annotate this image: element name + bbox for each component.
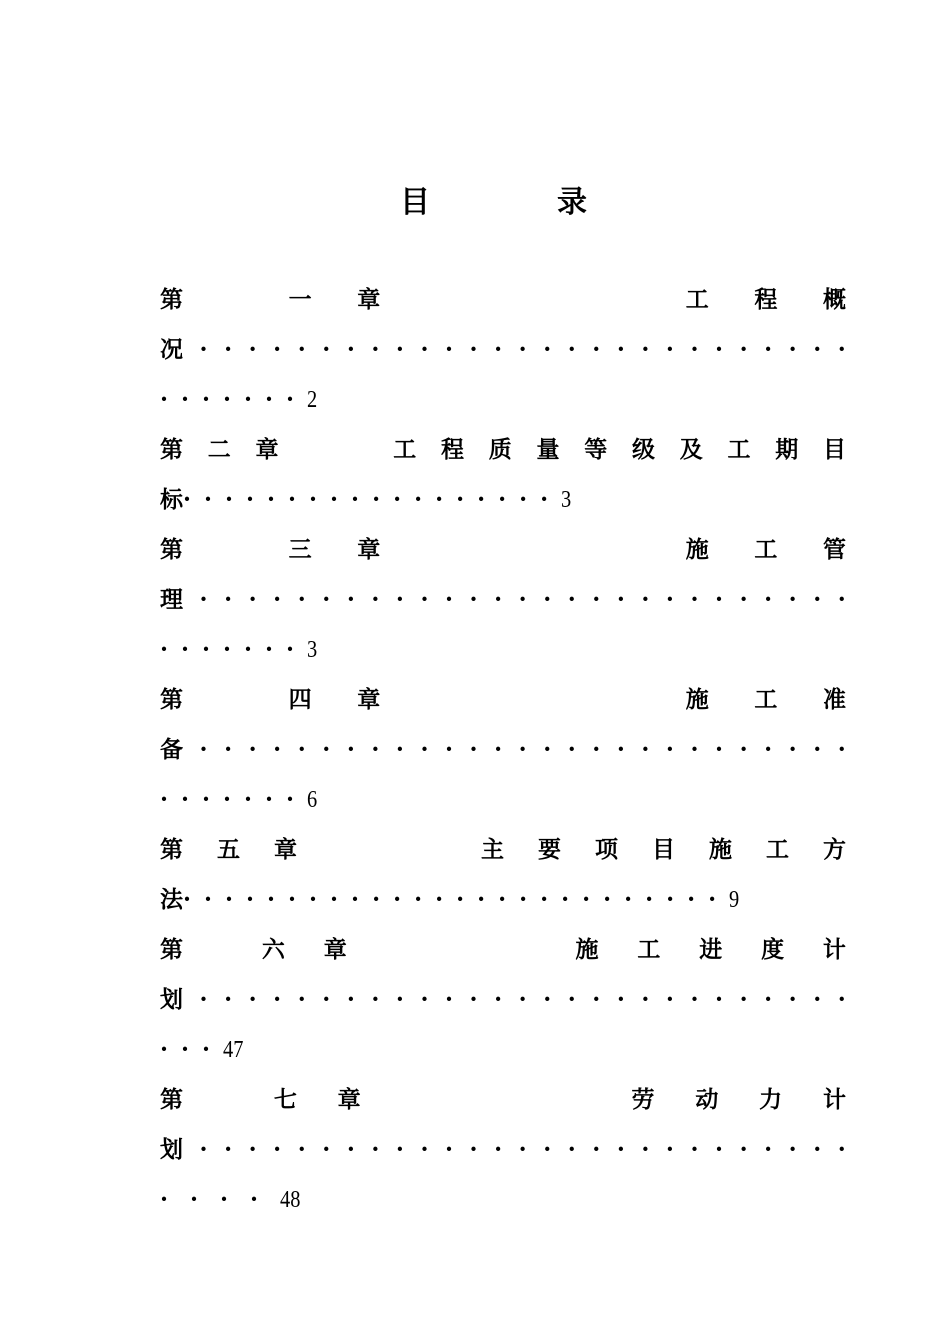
page-number: 3 xyxy=(307,637,318,663)
chapter-title-char: 主 xyxy=(481,836,504,863)
chapter-label-char: 三 xyxy=(288,536,312,563)
chapter-title-char: 备 xyxy=(160,736,183,763)
dot-leader: ···· xyxy=(160,1186,281,1213)
toc-entry-6-heading[interactable] xyxy=(160,925,846,975)
dot-leader: ······· xyxy=(160,786,308,813)
chapter-label-char: 章 xyxy=(274,836,297,863)
chapter-label-char: 一 xyxy=(288,286,312,313)
toc-entry-7-heading[interactable] xyxy=(160,1075,846,1125)
dot-leader: ··· xyxy=(160,1036,224,1063)
chapter-title-char: 工 xyxy=(766,836,789,863)
chapter-title-char: 法 xyxy=(160,886,183,913)
chapter-title-char: 力 xyxy=(759,1086,783,1113)
dot-leader: ·················· xyxy=(183,486,562,513)
chapter-label-char: 章 xyxy=(323,936,347,963)
page-number: 47 xyxy=(223,1037,244,1063)
chapter-title-char: 等 xyxy=(584,436,608,463)
chapter-title-char: 划 xyxy=(160,986,183,1013)
chapter-label-char: 章 xyxy=(357,536,381,563)
chapter-title-char: 计 xyxy=(822,936,846,963)
chapter-title-char: 工 xyxy=(393,436,417,463)
chapter-title-char: 项 xyxy=(595,836,618,863)
toc-title-char-1: 目 xyxy=(400,185,430,220)
chapter-title-char: 标 xyxy=(160,486,183,513)
toc-title-char-2: 录 xyxy=(557,185,587,220)
chapter-label-char: 第 xyxy=(160,1086,183,1113)
chapter-title-char: 目 xyxy=(652,836,675,863)
chapter-title-char: 期 xyxy=(775,436,799,463)
toc-entry-1-page-line xyxy=(160,375,846,425)
toc-entry-6-page-line xyxy=(160,1025,846,1075)
page-number: 3 xyxy=(561,487,572,513)
toc-entry-4-leader: 备 · · · · · · · · · · · · · · · · · · · · · · · · · · · xyxy=(160,725,846,775)
dot-leader: ······· xyxy=(160,636,308,663)
dot-leader: ·························· xyxy=(183,886,730,913)
chapter-title-char: 概 xyxy=(822,286,846,313)
chapter-label-char: 第 xyxy=(160,936,183,963)
chapter-title-char: 及 xyxy=(679,436,703,463)
chapter-title-char: 工 xyxy=(727,436,751,463)
chapter-label-char: 第 xyxy=(160,686,183,713)
chapter-title-char: 程 xyxy=(754,286,778,313)
chapter-label-char: 六 xyxy=(261,936,285,963)
chapter-title-char: 理 xyxy=(160,586,183,613)
page-number: 48 xyxy=(280,1187,301,1213)
toc-entry-2-leader xyxy=(160,475,846,525)
toc-entry-4-heading[interactable] xyxy=(160,675,846,725)
toc-entry-4-page-line xyxy=(160,775,846,825)
chapter-title-char: 施 xyxy=(575,936,599,963)
toc-entry-1-leader: 况 · · · · · · · · · · · · · · · · · · · · · · · · · · · xyxy=(160,325,846,375)
chapter-label-char: 章 xyxy=(255,436,279,463)
chapter-title-char: 动 xyxy=(695,1086,719,1113)
toc-entry-5-leader xyxy=(160,875,846,925)
chapter-title-char: 度 xyxy=(761,936,785,963)
toc-entry-7-leader: 划 · · · · · · · · · · · · · · · · · · · · · · · · · · · xyxy=(160,1125,846,1175)
chapter-title-char: 程 xyxy=(441,436,464,463)
chapter-title-char: 工 xyxy=(685,286,709,313)
chapter-title-char: 工 xyxy=(637,936,661,963)
chapter-title-char: 划 xyxy=(160,1136,183,1163)
chapter-title-char: 施 xyxy=(685,536,709,563)
toc-entry-5-heading[interactable] xyxy=(160,825,846,875)
toc-entries xyxy=(160,275,846,1225)
chapter-title-char: 方 xyxy=(823,836,846,863)
chapter-title-char: 进 xyxy=(699,936,723,963)
chapter-label-char: 第 xyxy=(160,836,183,863)
chapter-title-char: 准 xyxy=(822,686,846,713)
toc-entry-7-page-line xyxy=(160,1175,846,1225)
chapter-title-char: 级 xyxy=(632,436,655,463)
toc-entry-6-leader: 划 · · · · · · · · · · · · · · · · · · · · · · · · · · · xyxy=(160,975,846,1025)
page-number: 9 xyxy=(729,887,740,913)
chapter-label-char: 第 xyxy=(160,536,183,563)
dot-leader: ······· xyxy=(160,386,308,413)
page-number: 6 xyxy=(307,787,318,813)
toc-entry-2-heading[interactable] xyxy=(160,425,846,475)
chapter-title-char: 工 xyxy=(754,536,778,563)
chapter-label-char: 七 xyxy=(273,1086,297,1113)
chapter-label-char: 五 xyxy=(217,836,240,863)
chapter-label-char: 章 xyxy=(337,1086,361,1113)
toc-entry-3-page-line xyxy=(160,625,846,675)
toc-entry-3-heading[interactable] xyxy=(160,525,846,575)
chapter-title-char: 要 xyxy=(538,836,561,863)
chapter-label-char: 四 xyxy=(288,686,312,713)
chapter-title-char: 计 xyxy=(822,1086,846,1113)
toc-entry-3-leader: 理 · · · · · · · · · · · · · · · · · · · · · · · · · · · xyxy=(160,575,846,625)
chapter-label-char: 二 xyxy=(207,436,231,463)
chapter-label-char: 第 xyxy=(160,286,183,313)
toc-title xyxy=(0,178,950,228)
chapter-title-char: 况 xyxy=(160,336,183,363)
page-number: 2 xyxy=(307,387,318,413)
chapter-label-char: 章 xyxy=(357,286,381,313)
chapter-title-char: 施 xyxy=(685,686,709,713)
chapter-label-char: 第 xyxy=(160,436,183,463)
chapter-title-char: 目 xyxy=(823,436,846,463)
chapter-title-char: 施 xyxy=(709,836,732,863)
chapter-title-char: 管 xyxy=(822,536,846,563)
chapter-title-char: 质 xyxy=(488,436,512,463)
chapter-title-char: 量 xyxy=(536,436,560,463)
chapter-title-char: 劳 xyxy=(631,1086,655,1113)
toc-entry-1-heading[interactable] xyxy=(160,275,846,325)
chapter-label-char: 章 xyxy=(357,686,381,713)
chapter-title-char: 工 xyxy=(754,686,778,713)
